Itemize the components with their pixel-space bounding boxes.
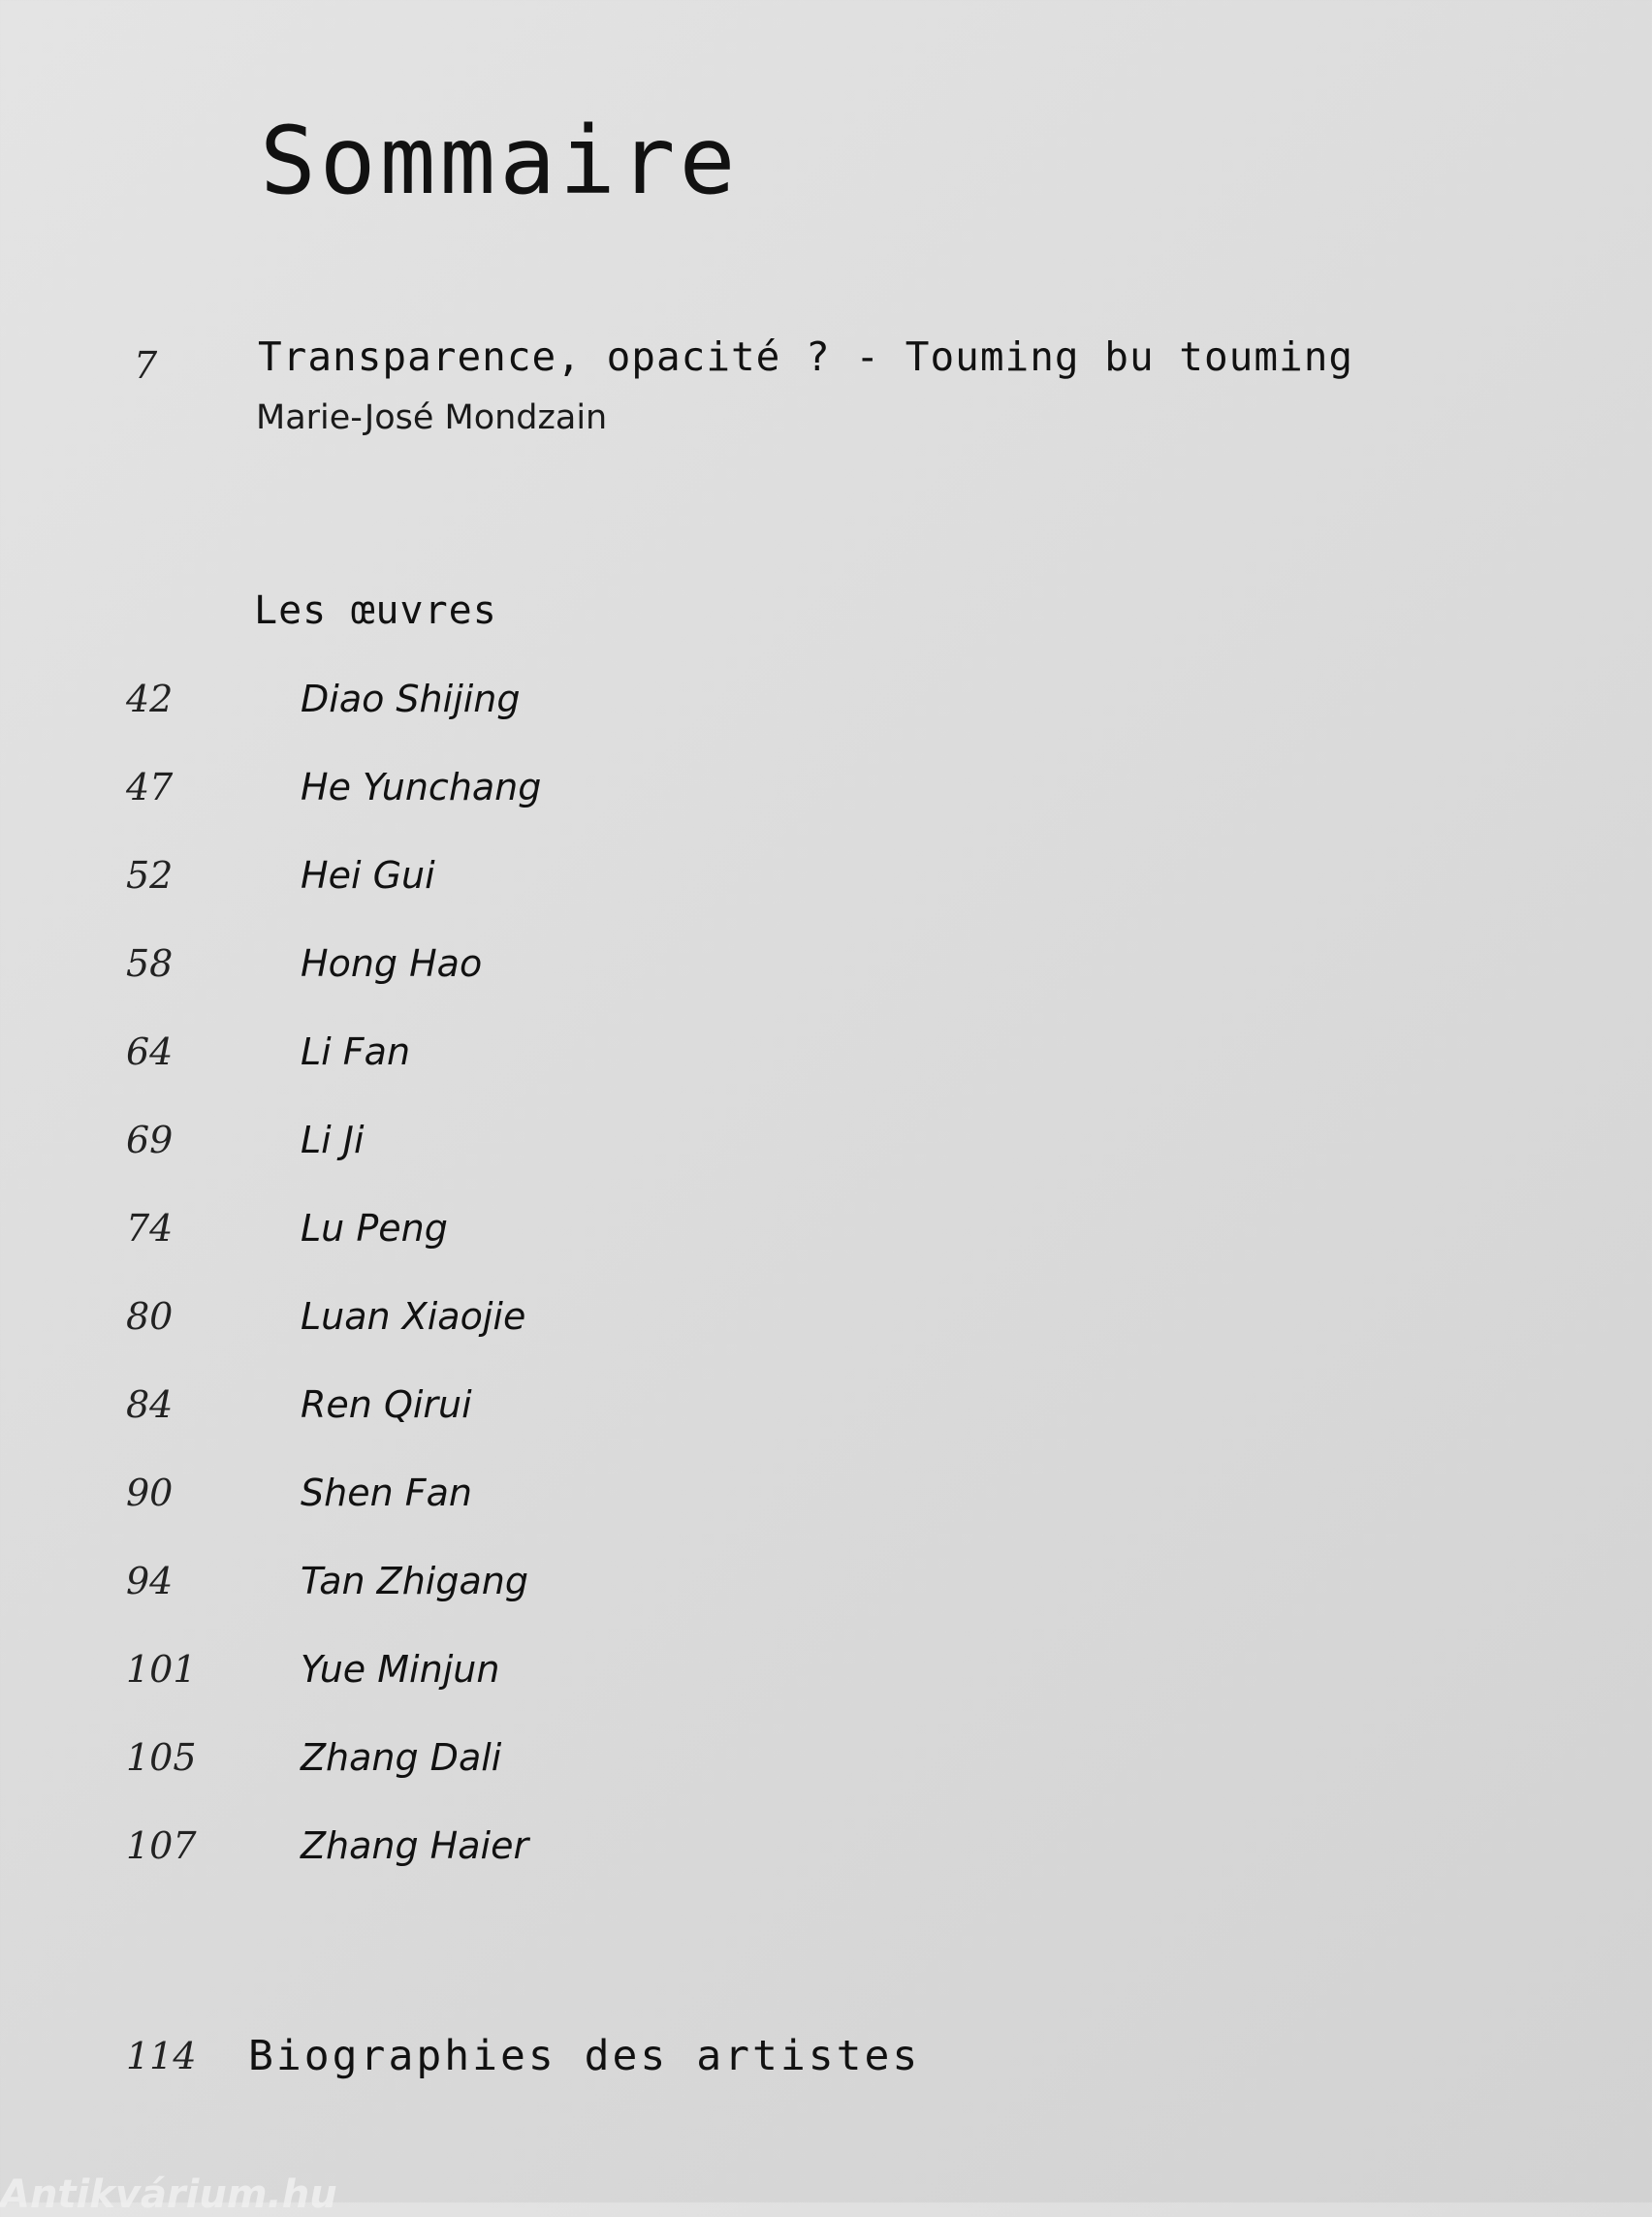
artist-name: Tan Zhigang <box>301 1560 528 1602</box>
artist-name: Luan Xiaojie <box>301 1295 526 1338</box>
artist-page-number: 90 <box>126 1472 174 1514</box>
artist-name: Shen Fan <box>301 1472 472 1514</box>
artist-page-number: 47 <box>126 766 174 808</box>
artist-page-number: 52 <box>126 854 174 897</box>
works-heading: Les œuvres <box>254 588 497 633</box>
list-item <box>0 1295 776 1356</box>
artist-page-number: 84 <box>126 1383 174 1426</box>
list-item <box>0 1474 776 1533</box>
list-item <box>0 1207 776 1268</box>
artist-name: Yue Minjun <box>301 1648 500 1691</box>
essay-page-number: 7 <box>134 344 158 387</box>
list-item <box>0 1383 776 1444</box>
list-item <box>0 1648 776 1709</box>
artist-page-number: 64 <box>126 1030 174 1073</box>
artist-name: Li Fan <box>301 1030 411 1073</box>
essay-author: Marie-José Mondzain <box>256 398 608 437</box>
artist-page-number: 69 <box>126 1119 174 1161</box>
watermark: Antikvárium.hu <box>0 2172 337 2217</box>
essay-title: Transparence, opacité ? - Touming bu touming <box>258 333 1354 380</box>
artist-name: Zhang Haier <box>301 1824 529 1867</box>
artist-page-number: 74 <box>126 1207 174 1250</box>
artist-name: Hei Gui <box>301 854 435 897</box>
artist-name: He Yunchang <box>301 766 542 808</box>
artist-name: Diao Shijing <box>301 678 521 720</box>
artist-name: Ren Qirui <box>301 1383 472 1426</box>
biographies-page-number: 114 <box>126 2035 197 2077</box>
artist-name: Lu Peng <box>301 1207 448 1250</box>
list-item <box>0 942 776 1003</box>
list-item <box>0 766 776 827</box>
artist-page-number: 80 <box>126 1295 174 1338</box>
artist-page-number: 105 <box>126 1736 197 1779</box>
artist-page-number: 58 <box>126 942 174 985</box>
artist-name: Zhang Dali <box>301 1736 502 1779</box>
artist-name: Hong Hao <box>301 942 483 985</box>
artist-name: Li Ji <box>301 1119 365 1161</box>
artist-page-number: 101 <box>126 1648 197 1691</box>
page-title: Sommaire <box>260 107 740 215</box>
biographies-heading: Biographies des artistes <box>248 2032 921 2080</box>
list-item <box>0 678 776 739</box>
list-item <box>0 1736 776 1797</box>
list-item <box>0 1030 776 1092</box>
list-item <box>0 854 776 915</box>
list-item <box>0 1119 776 1180</box>
artist-page-number: 42 <box>126 678 174 720</box>
artist-page-number: 94 <box>126 1560 174 1602</box>
artist-page-number: 107 <box>126 1824 197 1867</box>
list-item <box>0 1824 776 1885</box>
list-item <box>0 1560 776 1621</box>
